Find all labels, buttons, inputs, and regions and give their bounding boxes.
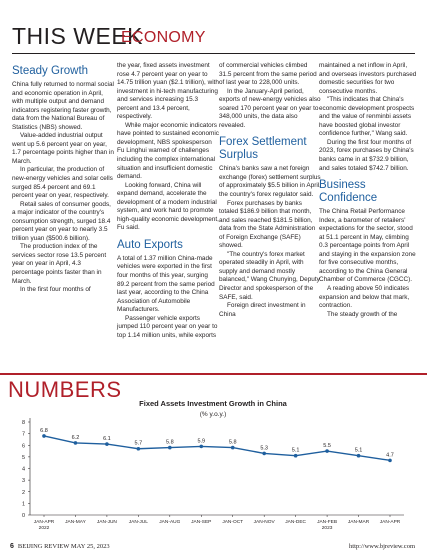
x-year-label: 2023 [321,526,333,531]
data-label: 5.7 [134,440,143,447]
data-point [388,459,392,463]
data-point [137,447,141,451]
data-point [168,446,172,450]
x-year-label: 2022 [38,526,50,531]
y-tick-label: 3 [21,478,25,485]
y-tick-label: 8 [21,420,25,426]
data-label: 6.1 [103,436,111,443]
article-paragraph: China's banks saw a net foreign exchange (forex) settlement surplus of approximately $5.5 billion in April, the country's forex regulator said. [219,165,321,199]
column-4 [319,62,417,319]
article-title-forex: Forex Settlement Surplus [219,136,307,162]
article-paragraph-split-end: maintained a net inflow in April, and overseas investors purchased domestic securities for two consecutive months. [319,62,417,95]
article-title-business-confidence: Business Confidence [319,179,378,205]
x-tick-label: JAN-OCT [222,520,244,525]
data-point [357,454,361,458]
header-rule [12,53,415,54]
article-paragraph-split-end: the year, fixed assets investment rose 4.7 percent year on year to 14.75 trillion yuan ($2.1 trillion), with investment in hi-tech manufacturing and services increasing 15.3 percent and 13.4 percent, respectively. [117,62,219,121]
x-tick-label: JAN-MAY [65,520,86,525]
publication-line: BEIJING REVIEW MAY 25, 2023 [17,543,110,550]
x-tick-label: JAN-MAR [347,520,370,525]
x-tick-label: JAN-AUG [159,520,181,525]
section-category: ECONOMY [121,29,206,46]
numbers-divider [0,373,427,375]
data-point [74,441,78,445]
data-point [199,445,203,449]
y-tick-label: 6 [21,443,25,450]
article-paragraph: In particular, the production of new-energy vehicles and solar cells surged 85.4 percent and 69.1 percent year on year, respectively. [12,166,113,200]
article-paragraph: Forex purchases by banks totaled $186.9 billion that month, and sales reached $181.5 billion, data from the State Administration of Foreign Exchange (SAFE) showed. [219,199,316,250]
article-paragraph: Retail sales of consumer goods, a major indicator of the country's consumption strength, surged 18.4 percent year on year to nearly 3.5 trillion yuan ($500.6 billion). [12,200,111,242]
data-label: 5.3 [260,445,269,452]
data-label: 5.1 [354,447,363,454]
data-point [231,446,235,450]
column-3 [219,62,321,319]
article-title-steady-growth: Steady Growth [12,65,89,77]
article-paragraph: A reading above 50 indicates expansion and below that mark, contraction. [319,285,410,310]
data-label: 5.8 [165,439,174,446]
data-label: 6.2 [71,434,80,441]
y-tick-label: 1 [21,501,25,508]
data-label: 6.8 [40,427,48,434]
footer-website: http://www.bjreview.com [349,543,415,550]
section-title: THIS WEEK [12,23,144,49]
x-tick-label: JAN-NOV [253,520,275,525]
article-paragraph: Looking forward, China will expand demand, accelerate the development of a modern industrial system, and work hard to promote high-quality economic development, Fu said. [117,181,219,232]
page-number: 6 [10,543,14,550]
data-label: 5.1 [291,447,300,454]
x-tick-label: JAN-APR [379,520,401,525]
chart-svg [0,400,427,535]
chart-plot-area [22,418,404,531]
x-tick-label: JAN-DEC [285,520,307,525]
article-paragraph-split-start: Foreign direct investment in China [219,302,306,318]
data-label: 5.8 [228,439,237,446]
data-point [262,452,266,456]
chart-title: Fixed Assets Investment Growth in China [139,400,287,408]
data-point [42,434,46,438]
article-paragraph: "This indicates that China's economic development prospects and the value of renminbi assets have boosted global investor confidence further," Wang said. [319,96,415,138]
article-paragraph-split-end: of commercial vehicles climbed 31.5 percent from the same period of last year to 228,000 units. [219,62,317,87]
fixed-assets-chart [0,400,427,535]
data-label: 4.7 [386,452,394,459]
article-paragraph: A total of 1.37 million China-made vehicles were exported in the first four months of this year, surging 89.2 percent from the same period last year, according to the China Association of Automobile Manufacturers. [117,254,215,314]
numbers-section-title: NUMBERS [8,377,122,402]
x-tick-label: JAN-JUN [96,520,117,525]
article-paragraph: In the January-April period, exports of new-energy vehicles also soared 170 percent year on year to 348,000 units, the data also revealed. [219,87,321,129]
article-paragraph: The production index of the services sector rose 13.5 percent year on year in April, 4.3 percentage points faster than in March. [12,243,107,285]
article-paragraph: "The country's forex market operated steadily in April, with supply and demand mostly balanced," Wang Chunying, Deputy Director and spokesperson of the SAFE, said. [219,250,320,301]
article-paragraph: Value-added industrial output went up 5.6 percent year on year, 1.7 percentage points higher than in March. [12,132,114,165]
y-tick-label: 5 [21,454,25,461]
data-point [325,449,329,453]
y-tick-label: 0 [21,513,25,519]
article-title-auto-exports: Auto Exports [117,238,183,251]
article-paragraph: While major economic indicators have pointed to sustained economic development, NBS spokesperson Fu Linghui warned of challenges including the complex international situation and insufficient domestic demand. [117,121,219,181]
data-point [105,442,109,446]
y-tick-label: 7 [21,431,25,438]
data-point [294,454,298,458]
chart-subtitle: (% y.o.y.) [199,411,227,418]
data-label: 5.5 [323,443,331,450]
series-line [44,436,390,460]
article-paragraph-split-start: In the first four months of [20,286,91,294]
article-paragraph: During the first four months of 2023, forex purchases by China's banks came in at $732.9 billion, and sales totaled $742.7 billion. [319,138,414,172]
section-header [12,18,415,58]
y-tick-label: 4 [21,466,25,473]
x-tick-label: JAN-FEB [317,520,338,525]
column-2 [117,62,219,340]
article-paragraph: The China Retail Performance Index, a barometer of retailers' expectations for the sector, stood at 51.1 percent in May, climbing 0.3 percentage points from April and staying in the expansion zone for five consecutive months, according to the China General Chamber of Commerce (CGCC). [319,208,416,284]
y-tick-label: 2 [21,489,25,496]
column-1 [12,62,114,295]
article-paragraph: The steady growth of the [327,310,398,318]
data-label: 5.9 [197,438,206,445]
x-tick-label: JAN-JUL [128,520,148,525]
article-paragraph-split-start: Passenger vehicle exports jumped 110 percent year on year to top 1.14 million units, while exports [117,314,218,339]
x-tick-label: JAN-SEP [191,520,212,525]
article-paragraph: China fully returned to normal social and economic operation in April, with multiple output and demand indicators registering faster growth, data from the National Bureau of Statistics (NBS) showed. [12,81,114,131]
x-tick-label: JAN-APR [33,520,55,525]
footer-publication [10,543,110,550]
